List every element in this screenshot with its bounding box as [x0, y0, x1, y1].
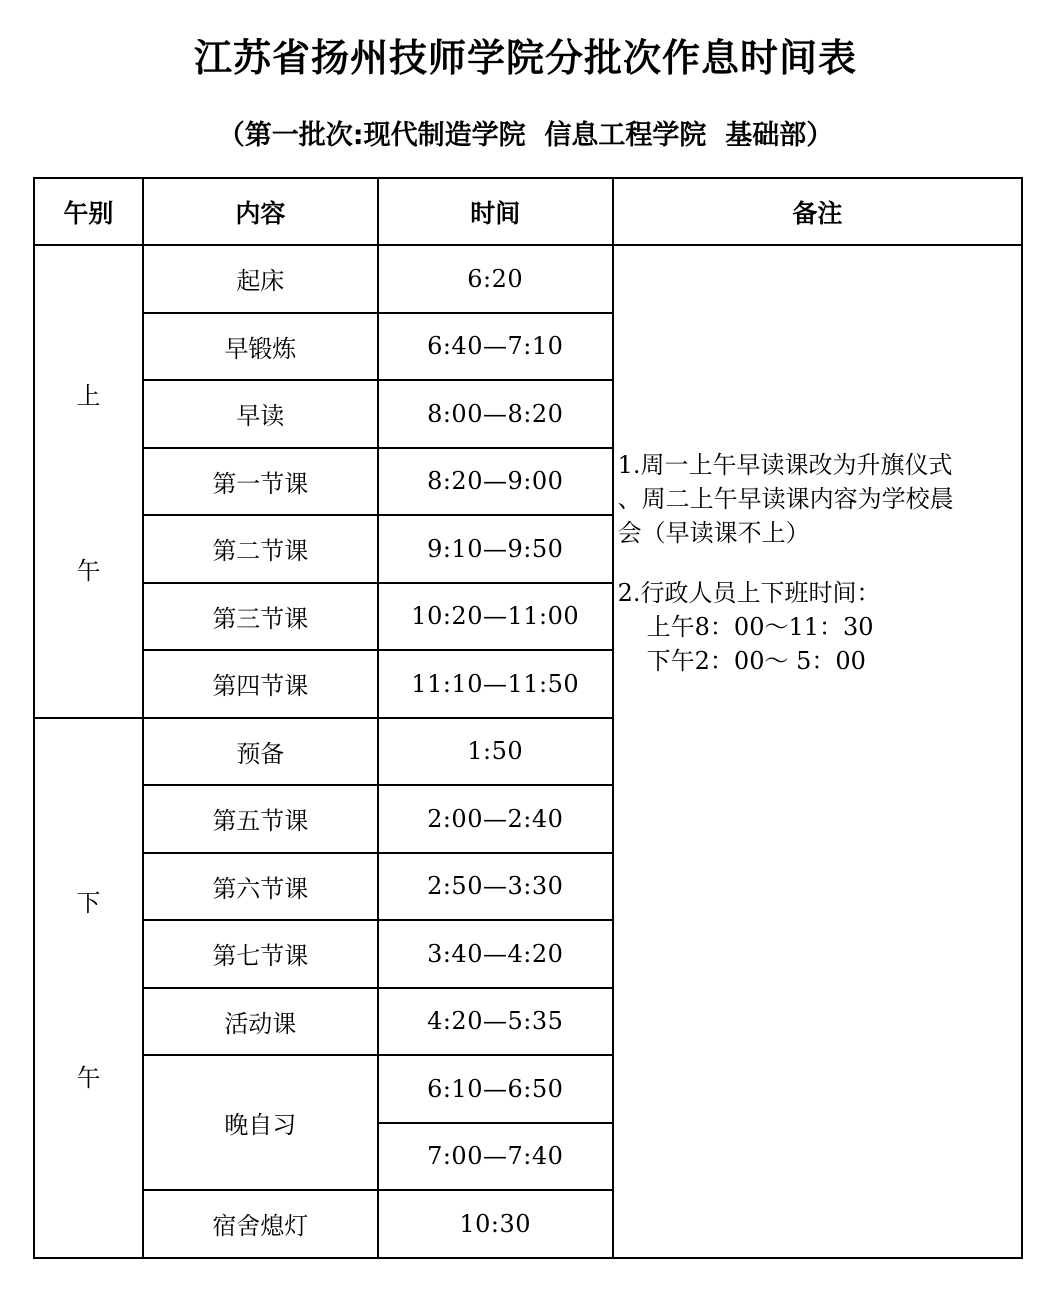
period-afternoon-bottom: 午 [76, 1063, 101, 1092]
time-cell: 6:10—6:50 [378, 1055, 613, 1123]
schedule-table [33, 177, 1023, 1259]
time-cell: 6:40—7:10 [378, 313, 613, 381]
note-1-line-1: 1.周一上午早读课改为升旗仪式 [617, 451, 953, 479]
time-cell: 8:20—9:00 [378, 448, 613, 516]
content-cell: 第五节课 [143, 785, 378, 853]
page-subtitle: （第一批次:现代制造学院 信息工程学院 基础部） [217, 120, 834, 151]
notes-content [614, 448, 1021, 678]
time-cell: 8:00—8:20 [378, 380, 613, 448]
content-cell: 起床 [143, 245, 378, 313]
content-cell: 第四节课 [143, 650, 378, 718]
time-cell: 2:50—3:30 [378, 853, 613, 921]
content-cell-evening-study: 晚自习 [143, 1055, 378, 1190]
time-cell: 6:20 [378, 245, 613, 313]
content-cell-lights-out: 宿舍熄灯 [143, 1190, 378, 1258]
content-cell: 第二节课 [143, 515, 378, 583]
content-cell: 第三节课 [143, 583, 378, 651]
table-row [34, 245, 1022, 313]
time-cell: 3:40—4:20 [378, 920, 613, 988]
period-afternoon-top: 下 [76, 888, 101, 917]
note-2-line-2: 上午8：00～11：30 [646, 613, 874, 641]
content-cell: 早读 [143, 380, 378, 448]
period-morning-bottom: 午 [76, 557, 101, 586]
content-cell: 早锻炼 [143, 313, 378, 381]
time-cell: 1:50 [378, 718, 613, 786]
note-2-line-1: 2.行政人员上下班时间： [617, 579, 881, 607]
content-cell: 第一节课 [143, 448, 378, 516]
content-cell: 第七节课 [143, 920, 378, 988]
note-1-line-3: 会（早读课不上） [617, 519, 810, 547]
time-cell: 7:00—7:40 [378, 1123, 613, 1191]
notes-cell [613, 245, 1022, 1258]
header-content: 内容 [143, 178, 378, 245]
time-cell: 2:00—2:40 [378, 785, 613, 853]
note-1-line-2: 、周二上午早读课内容为学校晨 [617, 485, 954, 513]
time-cell: 10:30 [378, 1190, 613, 1258]
header-time: 时间 [378, 178, 613, 245]
time-cell: 9:10—9:50 [378, 515, 613, 583]
page-title: 江苏省扬州技师学院分批次作息时间表 [193, 36, 857, 80]
time-cell: 10:20—11:00 [378, 583, 613, 651]
header-notes: 备注 [613, 178, 1022, 245]
content-cell: 活动课 [143, 988, 378, 1056]
header-period: 午别 [34, 178, 143, 245]
period-afternoon [34, 718, 143, 1258]
content-cell: 预备 [143, 718, 378, 786]
time-cell: 4:20—5:35 [378, 988, 613, 1056]
period-morning-top: 上 [76, 382, 101, 411]
table-header-row [34, 178, 1022, 245]
note-2-line-3: 下午2：00～ 5：00 [646, 647, 866, 675]
time-cell: 11:10—11:50 [378, 650, 613, 718]
content-cell: 第六节课 [143, 853, 378, 921]
period-morning [34, 245, 143, 718]
